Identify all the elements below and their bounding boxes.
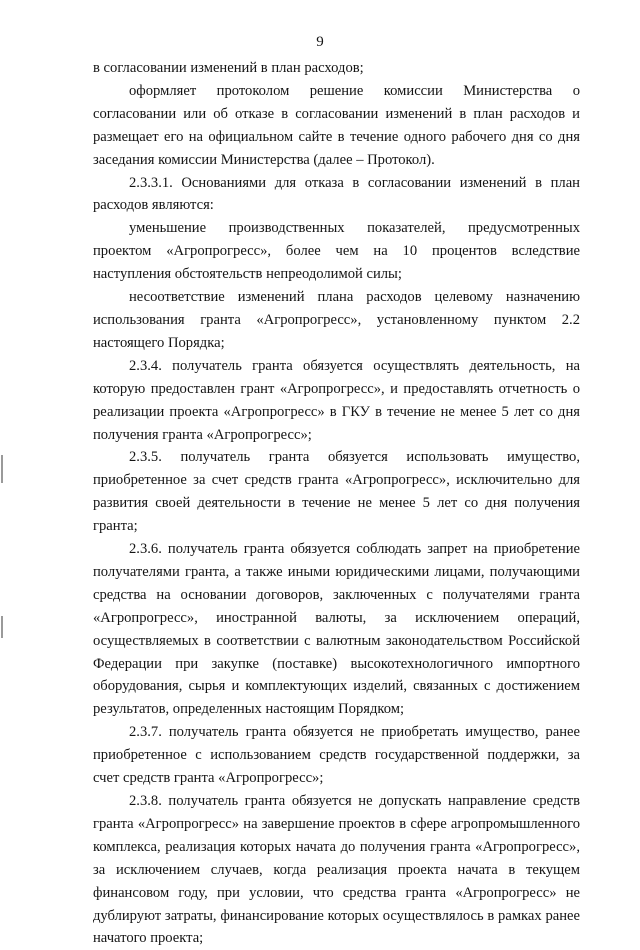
paragraph: 2.3.3.1. Основаниями для отказа в согласовании изменений в план расходов являются: xyxy=(93,174,580,214)
page-number: 9 xyxy=(316,34,324,50)
paragraph: 2.3.7. получатель гранта обязуется не приобретать имущество, ранее приобретенное с использованием средств государственной поддержки, за счет средств гранта «Агропрогресс»; xyxy=(93,724,580,787)
scan-edge-mark xyxy=(1,455,3,483)
document-body xyxy=(93,57,580,950)
paragraph: несоответствие изменений плана расходов целевому назначению использования гранта «Агропрогресс», установленному пунктом 2.2 настоящего Порядка; xyxy=(93,289,580,351)
paragraph: уменьшение производственных показателей, предусмотренных проектом «Агропрогресс», более чем на 10 процентов вследствие наступления обстоятельств непреодолимой силы; xyxy=(93,220,580,283)
paragraph: 2.3.5. получатель гранта обязуется использовать имущество, приобретенное за счет средств гранта «Агропрогресс», исключительно для развития своей деятельности в течение не менее 5 лет со дня получения гранта; xyxy=(93,449,580,535)
scan-edge-mark xyxy=(1,616,3,638)
paragraph: 2.3.8. получатель гранта обязуется не допускать направление средств гранта «Агропрогресс» на завершение проектов в сфере агропромышленного комплекса, реализация которых начата до получения гранта «Агропрогресс», за исключением случаев, когда реализация проекта начата в текущем финансовом году, при условии, что средства гранта «Агропрогресс» не дублируют затраты, финансирование которых осуществлялось в рамках ранее начатого проекта; xyxy=(93,793,580,947)
paragraph: в согласовании изменений в план расходов; xyxy=(93,60,364,76)
paragraph: 2.3.6. получатель гранта обязуется соблюдать запрет на приобретение получателями гранта, а также иными юридическими лицами, получающими средства на основании договоров, заключенных с получателями гранта «Агропрогресс», иностранной валюты, за исключением операций, осуществляемых в соответствии с валютным законодательством Российской Федерации при закупке (поставке) высокотехнологичного импортного оборудования, сырья и комплектующих изделий, связанных с достижением результатов, определенных настоящим Порядком; xyxy=(93,541,580,718)
paragraph: оформляет протоколом решение комиссии Министерства о согласовании или об отказе в согласовании изменений в план расходов и размещает его на официальном сайте в течение одного рабочего дня со дня заседания комиссии Министерства (далее – Протокол). xyxy=(93,82,580,168)
paragraph: 2.3.4. получатель гранта обязуется осуществлять деятельность, на которую предоставлен грант «Агропрогресс», и предоставлять отчетность о реализации проекта «Агропрогресс» в ГКУ в течение не менее 5 лет со дня получения гранта «Агропрогресс»; xyxy=(93,357,580,443)
